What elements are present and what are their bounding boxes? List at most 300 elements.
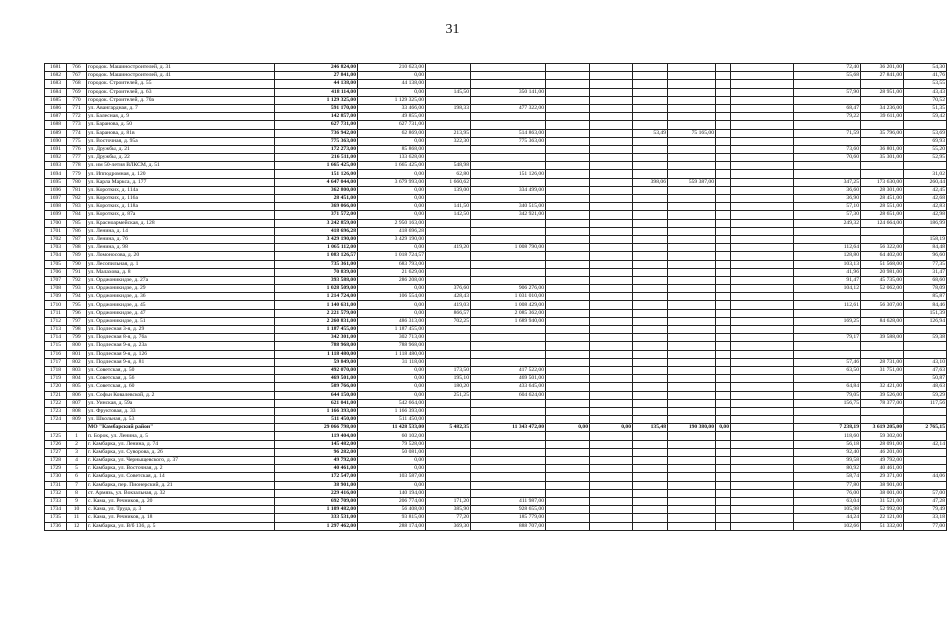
value-cell-c8 <box>716 203 731 211</box>
value-cell-c4 <box>546 326 590 334</box>
house-number: 3 <box>67 448 87 456</box>
value-cell-c11 <box>904 227 947 235</box>
table-row <box>45 219 947 227</box>
value-cell-c1: 302 713,00 <box>358 334 426 342</box>
spacer-cell <box>731 506 794 514</box>
value-cell-c2: 702,25 <box>426 317 471 325</box>
value-cell-c10 <box>861 170 904 178</box>
value-cell-total: 393 588,00 <box>275 276 358 284</box>
value-cell-c5 <box>590 342 633 350</box>
spacer-cell <box>731 317 794 325</box>
row-number: 1697 <box>45 195 67 203</box>
value-cell-c10: 39 588,00 <box>861 334 904 342</box>
value-cell-total: 369 066,00 <box>275 203 358 211</box>
value-cell-c7 <box>668 326 716 334</box>
value-cell-c10: 49 792,00 <box>861 457 904 465</box>
address-cell: ул. Лесопильная, д. 1 <box>87 260 275 268</box>
value-cell-c5 <box>590 506 633 514</box>
value-cell-c4 <box>546 145 590 153</box>
value-cell-c3: 340 515,00 <box>471 203 546 211</box>
value-cell-c10: 28 091,00 <box>861 440 904 448</box>
value-cell-c5 <box>590 457 633 465</box>
value-cell-c6 <box>633 391 668 399</box>
spacer-cell <box>731 121 794 129</box>
table-row <box>45 96 947 104</box>
address-cell: г. Камбарка, ул. В/б 136, д. 5 <box>87 522 275 530</box>
value-cell-c5 <box>590 72 633 80</box>
table-row <box>45 309 947 317</box>
value-cell-c10 <box>861 137 904 145</box>
value-cell-c6 <box>633 326 668 334</box>
value-cell-c6 <box>633 317 668 325</box>
house-number: 792 <box>67 276 87 284</box>
value-cell-total: 3 242 859,00 <box>275 219 358 227</box>
row-number: 1708 <box>45 285 67 293</box>
value-cell-c9 <box>794 170 861 178</box>
address-cell: ул. Восточная, д. 95а <box>87 137 275 145</box>
table-row <box>45 88 947 96</box>
value-cell-c9: 55,68 <box>794 72 861 80</box>
house-number: 785 <box>67 219 87 227</box>
value-cell-c8 <box>716 416 731 424</box>
value-cell-c4 <box>546 473 590 481</box>
row-number: 1702 <box>45 235 67 243</box>
value-cell-c11: 158,19 <box>904 235 947 243</box>
house-number: 767 <box>67 72 87 80</box>
value-cell-c8 <box>716 64 731 72</box>
value-cell-c5 <box>590 162 633 170</box>
value-cell-c1: 0,00 <box>358 203 426 211</box>
value-cell-c6 <box>633 170 668 178</box>
value-cell-c7 <box>668 276 716 284</box>
value-cell-c9 <box>794 375 861 383</box>
value-cell-c4 <box>546 276 590 284</box>
value-cell-c8 <box>716 326 731 334</box>
value-cell-c3 <box>471 268 546 276</box>
value-cell-c11: 84,46 <box>904 301 947 309</box>
house-number: 807 <box>67 399 87 407</box>
row-number: 1733 <box>45 497 67 505</box>
row-number: 1681 <box>45 64 67 72</box>
value-cell-c8 <box>716 309 731 317</box>
value-cell-c10: 34 236,00 <box>861 104 904 112</box>
row-number: 1700 <box>45 219 67 227</box>
row-number: 1695 <box>45 178 67 186</box>
value-cell-c8 <box>716 473 731 481</box>
value-cell-total: 1 187 455,00 <box>275 326 358 334</box>
value-cell-c11: 33,18 <box>904 514 947 522</box>
address-cell: г. Камбарка, ул. Советская, д. 14 <box>87 473 275 481</box>
value-cell-c2 <box>426 219 471 227</box>
value-cell-c5 <box>590 391 633 399</box>
value-cell-c6 <box>633 244 668 252</box>
value-cell-c6 <box>633 211 668 219</box>
house-number: 776 <box>67 145 87 153</box>
value-cell-c11: 48,63 <box>904 383 947 391</box>
value-cell-c3 <box>471 219 546 227</box>
value-cell-c9: 72,40 <box>794 64 861 72</box>
value-cell-c7 <box>668 64 716 72</box>
value-cell-c8 <box>716 350 731 358</box>
value-cell-c1: 21 629,00 <box>358 268 426 276</box>
value-cell-c5 <box>590 137 633 145</box>
value-cell-c2: 195,10 <box>426 375 471 383</box>
spacer-cell <box>731 481 794 489</box>
value-cell-c3 <box>471 448 546 456</box>
value-cell-c4 <box>546 72 590 80</box>
value-cell-c9 <box>794 416 861 424</box>
value-cell-c1: 31 118,00 <box>358 358 426 366</box>
table-row <box>45 440 947 448</box>
value-cell-c4 <box>546 113 590 121</box>
value-cell-c5 <box>590 170 633 178</box>
address-cell: городок. Машиностроителей, д. 31 <box>87 64 275 72</box>
value-cell-c6 <box>633 227 668 235</box>
value-cell-c2 <box>426 64 471 72</box>
row-number: 1717 <box>45 358 67 366</box>
value-cell-c11: 79,49 <box>904 506 947 514</box>
value-cell-c9: 112,64 <box>794 244 861 252</box>
row-number: 1704 <box>45 252 67 260</box>
row-number: 1687 <box>45 113 67 121</box>
value-cell-c6 <box>633 375 668 383</box>
house-number: 766 <box>67 64 87 72</box>
value-cell-c6 <box>633 432 668 440</box>
value-cell-c4 <box>546 268 590 276</box>
row-number: 1691 <box>45 145 67 153</box>
subtotal-cell-total: 29 066 798,00 <box>275 424 358 432</box>
value-cell-c3 <box>471 195 546 203</box>
value-cell-c1: 0,00 <box>358 244 426 252</box>
value-cell-c2 <box>426 326 471 334</box>
row-number: 1710 <box>45 301 67 309</box>
value-cell-c8 <box>716 113 731 121</box>
value-cell-total: 1 083 126,57 <box>275 252 358 260</box>
row-number: 1690 <box>45 137 67 145</box>
value-cell-c2: 77,20 <box>426 514 471 522</box>
spacer-cell <box>731 326 794 334</box>
value-cell-c3 <box>471 162 546 170</box>
value-cell-c1: 0,00 <box>358 366 426 374</box>
value-cell-c3: 1 689 940,00 <box>471 317 546 325</box>
value-cell-c5 <box>590 432 633 440</box>
value-cell-c11: 57,00 <box>904 489 947 497</box>
value-cell-c1: 85 868,00 <box>358 145 426 153</box>
value-cell-c9: 105,98 <box>794 506 861 514</box>
value-cell-c3 <box>471 178 546 186</box>
address-cell: ул. Подлесная 9-я, д. 126 <box>87 350 275 358</box>
spacer-cell <box>731 145 794 153</box>
value-cell-c9: 76,00 <box>794 489 861 497</box>
address-cell: г. Камбарка, ул. Черныщевского, д. 37 <box>87 457 275 465</box>
value-cell-c10: 64 402,00 <box>861 252 904 260</box>
value-cell-c9 <box>794 350 861 358</box>
value-cell-c8 <box>716 391 731 399</box>
house-number: 783 <box>67 203 87 211</box>
value-cell-c6 <box>633 252 668 260</box>
value-cell-c3: 604 624,00 <box>471 391 546 399</box>
value-cell-c1: 3 679 993,00 <box>358 178 426 186</box>
value-cell-c5 <box>590 64 633 72</box>
spacer-cell <box>731 219 794 227</box>
value-cell-c7 <box>668 465 716 473</box>
value-cell-c10: 31 751,00 <box>861 366 904 374</box>
value-cell-c9 <box>794 407 861 415</box>
value-cell-c2 <box>426 96 471 104</box>
value-cell-c8 <box>716 162 731 170</box>
value-cell-c3: 1 031 010,00 <box>471 293 546 301</box>
spacer-cell <box>731 334 794 342</box>
value-cell-c10 <box>861 227 904 235</box>
value-cell-c5 <box>590 448 633 456</box>
house-number: 777 <box>67 154 87 162</box>
value-cell-total: 119 404,00 <box>275 432 358 440</box>
spacer-cell <box>731 252 794 260</box>
value-cell-c6 <box>633 121 668 129</box>
spacer-cell <box>731 366 794 374</box>
house-number: 779 <box>67 170 87 178</box>
address-cell: ул. Баранова, д. 50 <box>87 121 275 129</box>
house-number: 809 <box>67 416 87 424</box>
value-cell-c7 <box>668 121 716 129</box>
value-cell-c10: 36 801,00 <box>861 145 904 153</box>
value-cell-c8 <box>716 227 731 235</box>
value-cell-c6 <box>633 72 668 80</box>
address-cell: г. Камбарка, пер. Пионерский, д. 21 <box>87 481 275 489</box>
value-cell-c1: 210 623,00 <box>358 64 426 72</box>
value-cell-c7 <box>668 506 716 514</box>
value-cell-c3 <box>471 276 546 284</box>
row-number: 1705 <box>45 260 67 268</box>
value-cell-total: 775 363,00 <box>275 137 358 145</box>
value-cell-c6 <box>633 80 668 88</box>
value-cell-c5 <box>590 227 633 235</box>
table-row <box>45 391 947 399</box>
value-cell-c6 <box>633 219 668 227</box>
value-cell-c11: 96,60 <box>904 252 947 260</box>
row-number: 1728 <box>45 457 67 465</box>
row-number: 1726 <box>45 440 67 448</box>
value-cell-c8 <box>716 440 731 448</box>
value-cell-c4 <box>546 186 590 194</box>
value-cell-c6 <box>633 506 668 514</box>
value-cell-c11: 68,60 <box>904 276 947 284</box>
value-cell-c4 <box>546 334 590 342</box>
value-cell-c9: 56,18 <box>794 440 861 448</box>
value-cell-c6 <box>633 457 668 465</box>
house-number: 778 <box>67 162 87 170</box>
value-cell-c11: 42,68 <box>904 195 947 203</box>
spacer-cell <box>731 203 794 211</box>
value-cell-c11: 126,94 <box>904 317 947 325</box>
value-cell-c2: 213,95 <box>426 129 471 137</box>
value-cell-c3: 342 921,00 <box>471 211 546 219</box>
address-cell: г. Камбарка, ул. Суворова, д. 26 <box>87 448 275 456</box>
value-cell-c8 <box>716 137 731 145</box>
value-cell-c6 <box>633 235 668 243</box>
value-cell-c1: 1 166 393,00 <box>358 407 426 415</box>
value-cell-c7 <box>668 170 716 178</box>
row-number: 1731 <box>45 481 67 489</box>
row-number: 1720 <box>45 383 67 391</box>
value-cell-c10: 32 421,00 <box>861 383 904 391</box>
table-row <box>45 358 947 366</box>
row-number: 1693 <box>45 162 67 170</box>
value-cell-c5 <box>590 219 633 227</box>
value-cell-c11 <box>904 481 947 489</box>
value-cell-c11: 31,47 <box>904 268 947 276</box>
value-cell-c4 <box>546 154 590 162</box>
value-cell-c10: 28 651,00 <box>861 211 904 219</box>
value-cell-c6 <box>633 301 668 309</box>
value-cell-c7 <box>668 473 716 481</box>
row-number: 1716 <box>45 350 67 358</box>
value-cell-c5 <box>590 252 633 260</box>
value-cell-c7 <box>668 407 716 415</box>
row-number: 1729 <box>45 465 67 473</box>
value-cell-c9: 80,92 <box>794 465 861 473</box>
value-cell-total: 1 028 509,00 <box>275 285 358 293</box>
table-row <box>45 375 947 383</box>
value-cell-c4 <box>546 489 590 497</box>
table-row <box>45 481 947 489</box>
value-cell-c8 <box>716 514 731 522</box>
value-cell-c11: 84,48 <box>904 244 947 252</box>
spacer-cell <box>731 293 794 301</box>
value-cell-total: 246 824,00 <box>275 64 358 72</box>
value-cell-c8 <box>716 334 731 342</box>
value-cell-c5 <box>590 350 633 358</box>
address-cell: ул. Орджоникидзе, д. 45 <box>87 301 275 309</box>
value-cell-total: 492 070,00 <box>275 366 358 374</box>
house-number: 9 <box>67 497 87 505</box>
value-cell-c7 <box>668 227 716 235</box>
value-cell-c3: 417 522,00 <box>471 366 546 374</box>
value-cell-c1: 2 950 163,00 <box>358 219 426 227</box>
value-cell-c11: 59,29 <box>904 391 947 399</box>
value-cell-c9: 79,22 <box>794 113 861 121</box>
value-cell-c2 <box>426 432 471 440</box>
value-cell-total: 1 214 724,00 <box>275 293 358 301</box>
house-number: 798 <box>67 326 87 334</box>
value-cell-c3: 2 085 362,00 <box>471 309 546 317</box>
house-number: 789 <box>67 252 87 260</box>
value-cell-c10 <box>861 407 904 415</box>
spacer-cell <box>731 407 794 415</box>
district-label: МО "Камбарский район" <box>87 424 275 432</box>
value-cell-c6 <box>633 276 668 284</box>
address-cell: ул. Уинская, д. 59а <box>87 399 275 407</box>
value-cell-c3 <box>471 399 546 407</box>
value-cell-c6 <box>633 522 668 530</box>
value-cell-c5 <box>590 129 633 137</box>
value-cell-c11 <box>904 326 947 334</box>
value-cell-total: 371 572,00 <box>275 211 358 219</box>
value-cell-c5 <box>590 522 633 530</box>
value-cell-c10: 173 630,00 <box>861 178 904 186</box>
value-cell-c3 <box>471 342 546 350</box>
address-cell: ул. Ленина, д. 76 <box>87 235 275 243</box>
row-number: 1688 <box>45 121 67 129</box>
value-cell-c7 <box>668 514 716 522</box>
row-number: 1725 <box>45 432 67 440</box>
value-cell-c1: 93 815,00 <box>358 514 426 522</box>
row-number: 1694 <box>45 170 67 178</box>
value-cell-c1: 0,00 <box>358 137 426 145</box>
subtotal-cell-c8: 0,00 <box>716 424 731 432</box>
value-cell-c8 <box>716 448 731 456</box>
value-cell-c5 <box>590 309 633 317</box>
value-cell-c5 <box>590 465 633 473</box>
house-number: 800 <box>67 342 87 350</box>
spacer-cell <box>731 137 794 145</box>
spacer-cell <box>731 342 794 350</box>
value-cell-c9: 68,47 <box>794 104 861 112</box>
value-cell-c7 <box>668 366 716 374</box>
house-number: 4 <box>67 457 87 465</box>
value-cell-c3: 477 322,00 <box>471 104 546 112</box>
spacer-cell <box>731 113 794 121</box>
table-row <box>45 334 947 342</box>
value-cell-c4 <box>546 506 590 514</box>
value-cell-c8 <box>716 186 731 194</box>
value-cell-c7 <box>668 113 716 121</box>
value-cell-c1: 0,00 <box>358 375 426 383</box>
table-row <box>45 203 947 211</box>
value-cell-c5 <box>590 195 633 203</box>
value-cell-c1: 0,00 <box>358 301 426 309</box>
value-cell-c11: 69,93 <box>904 137 947 145</box>
value-cell-c2 <box>426 448 471 456</box>
value-cell-c10 <box>861 416 904 424</box>
row-number: 1686 <box>45 104 67 112</box>
value-cell-c2 <box>426 457 471 465</box>
value-cell-c9: 92,40 <box>794 448 861 456</box>
value-cell-c2 <box>426 268 471 276</box>
address-cell: ул. Орджоникидзе, д. 36 <box>87 293 275 301</box>
value-cell-c4 <box>546 317 590 325</box>
value-cell-c7 <box>668 145 716 153</box>
value-cell-c11 <box>904 342 947 350</box>
value-cell-c2 <box>426 473 471 481</box>
value-cell-c10 <box>861 162 904 170</box>
address-cell: ул. Советская, д. 50 <box>87 366 275 374</box>
house-number: 788 <box>67 244 87 252</box>
value-cell-c11: 70,52 <box>904 96 947 104</box>
row-number: 1698 <box>45 203 67 211</box>
value-cell-c1: 418 696,28 <box>358 227 426 235</box>
row-number: 1706 <box>45 268 67 276</box>
value-cell-total: 1 665 425,00 <box>275 162 358 170</box>
value-cell-c4 <box>546 137 590 145</box>
value-cell-c3: 350 141,00 <box>471 88 546 96</box>
value-cell-c5 <box>590 186 633 194</box>
value-cell-c11: 151,39 <box>904 309 947 317</box>
value-cell-c5 <box>590 268 633 276</box>
row-number: 1732 <box>45 489 67 497</box>
house-number: 8 <box>67 489 87 497</box>
value-cell-c2 <box>426 399 471 407</box>
value-cell-c2: 419,03 <box>426 301 471 309</box>
value-cell-c4 <box>546 342 590 350</box>
table-row <box>45 326 947 334</box>
value-cell-c10 <box>861 96 904 104</box>
value-cell-c2: 139,00 <box>426 186 471 194</box>
address-cell: ул. Советская, д. 60 <box>87 383 275 391</box>
value-cell-total: 1 140 631,00 <box>275 301 358 309</box>
value-cell-c1: 0,00 <box>358 195 426 203</box>
value-cell-total: 145 482,00 <box>275 440 358 448</box>
